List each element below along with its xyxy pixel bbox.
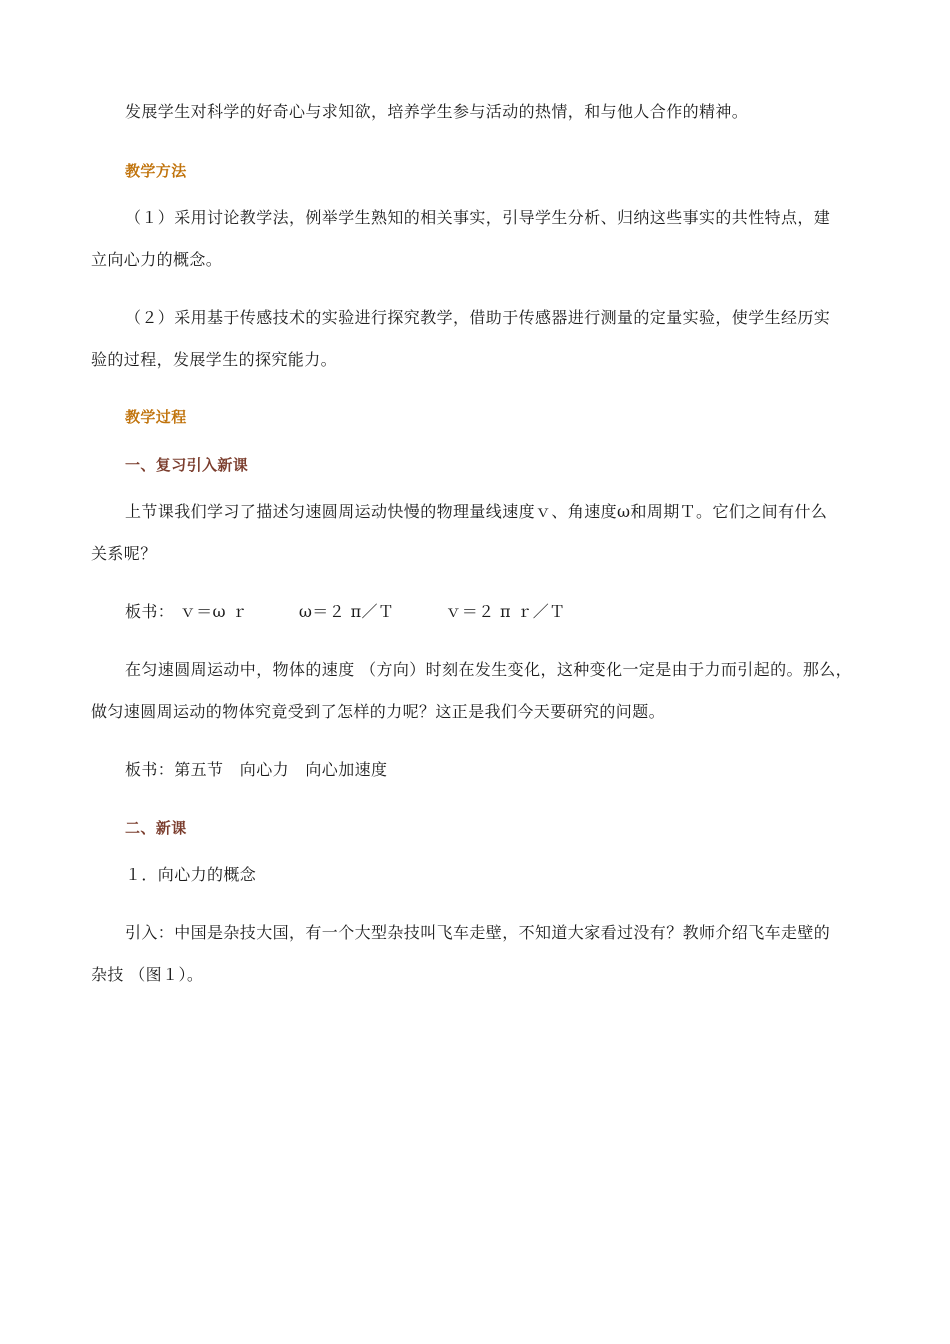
concept-subheading: １．向心力的概念 — [125, 865, 257, 884]
method-heading: 教学方法 — [125, 162, 187, 180]
formula-omega-2pi-t: ω＝２ π／Ｔ — [298, 602, 395, 621]
review-p1-line1: 上节课我们学习了描述匀速圆周运动快慢的物理量线速度ｖ、角速度ω和周期Ｔ。它们之间有什么 — [125, 502, 828, 521]
review-p2-line2: 做匀速圆周运动的物体究竟受到了怎样的力呢？这正是我们今天要研究的问题。 — [91, 702, 666, 721]
method-item2-line2: 验的过程，发展学生的探究能力。 — [91, 350, 338, 369]
formula-v-omega-r: ｖ＝ω ｒ — [179, 602, 248, 621]
board-label: 板书： — [125, 602, 175, 621]
review-p2-line1: 在匀速圆周运动中，物体的速度 （方向）时刻在发生变化，这种变化一定是由于力而引起的。那么， — [125, 660, 853, 679]
review-heading: 一、复习引入新课 — [125, 456, 249, 474]
process-heading: 教学过程 — [125, 408, 187, 426]
board-formulas — [125, 602, 566, 622]
intro-line1: 引入：中国是杂技大国，有一个大型杂技叫飞车走壁，不知道大家看过没有？教师介绍飞车走壁的 — [125, 923, 831, 942]
formula-v-2pir-t: ｖ＝２ π ｒ／Ｔ — [445, 602, 566, 621]
board-section-title: 板书：第五节 向心力 向心加速度 — [125, 760, 388, 779]
method-item1-line1: （１）采用讨论教学法，例举学生熟知的相关事实，引导学生分析、归纳这些事实的共性特点，建 — [125, 208, 831, 227]
method-item1-line2: 立向心力的概念。 — [91, 250, 223, 269]
method-item2-line1: （２）采用基于传感技术的实验进行探究教学，借助于传感器进行测量的定量实验，使学生经历实 — [125, 308, 831, 327]
intro-line2: 杂技 （图１）。 — [91, 965, 204, 984]
review-p1-line2: 关系呢？ — [91, 544, 157, 563]
new-lesson-heading: 二、新课 — [125, 819, 187, 837]
goal-paragraph: 发展学生对科学的好奇心与求知欲，培养学生参与活动的热情，和与他人合作的精神。 — [125, 102, 749, 121]
